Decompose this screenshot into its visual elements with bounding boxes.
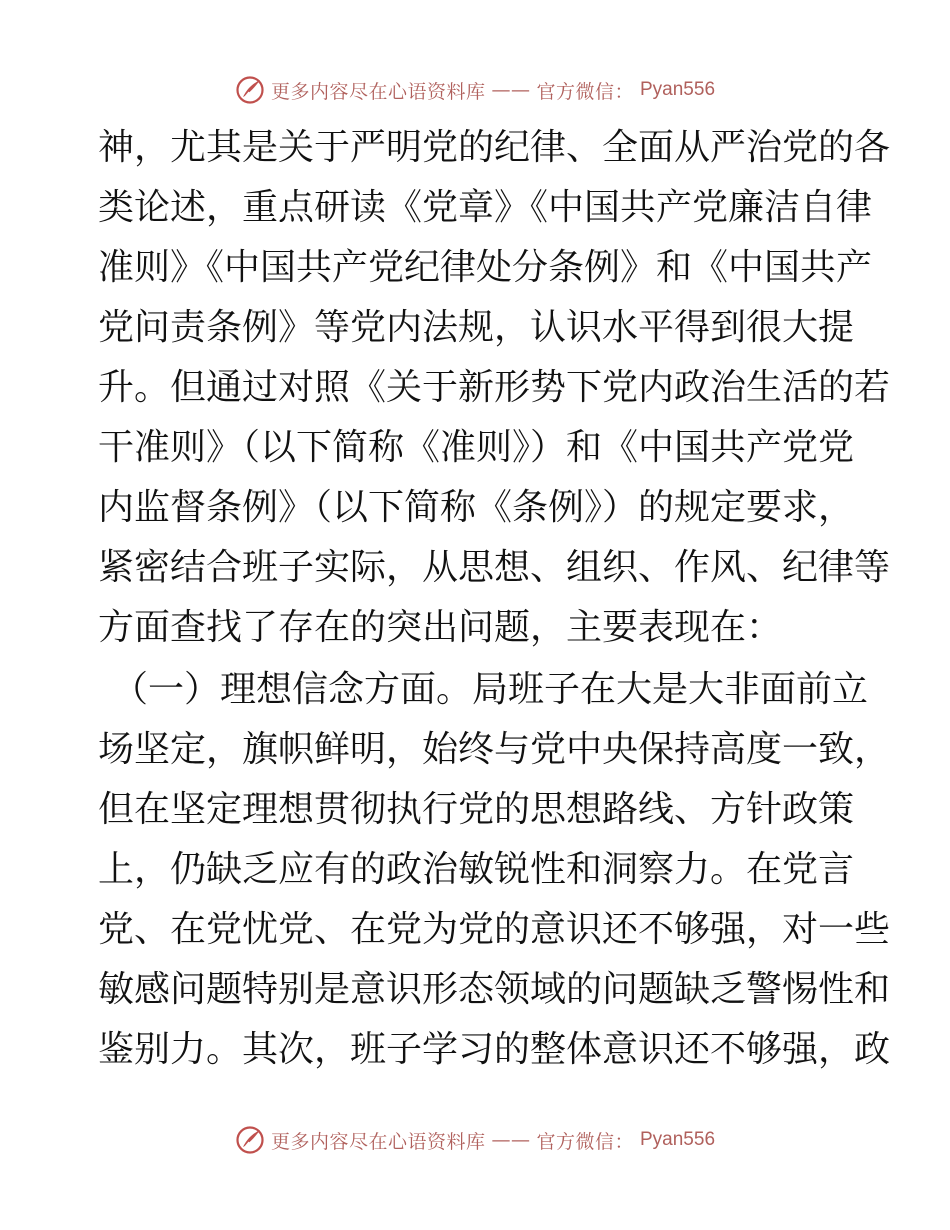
watermark-account-id: Pyan556 — [640, 79, 716, 100]
body-line: （一）理想信念方面。局班子在大是大非面前立 — [112, 669, 869, 710]
body-line: 鉴别力。其次，班子学习的整体意识还不够强，政 — [98, 1029, 891, 1070]
body-line: 干准则》（以下简称《准则》）和《中国共产党党 — [98, 427, 855, 468]
watermark-account-label: 官方微信： — [536, 80, 634, 103]
footer-watermark — [0, 1123, 950, 1157]
watermark-site-text: 更多内容尽在心语资料库 — [270, 80, 486, 103]
body-line: 场坚定，旗帜鲜明，始终与党中央保持高度一致， — [98, 729, 891, 770]
body-line: 内监督条例》（以下简称《条例》）的规定要求， — [98, 487, 855, 528]
watermark-account-id: Pyan556 — [640, 1129, 716, 1150]
body-line: 神，尤其是关于严明党的纪律、全面从严治党的各 — [98, 127, 891, 168]
body-line: 上，仍缺乏应有的政治敏锐性和洞察力。在党言 — [98, 849, 855, 890]
quill-logo-icon — [235, 75, 265, 105]
body-line: 但在坚定理想贯彻执行党的思想路线、方针政策 — [98, 789, 855, 830]
body-line: 类论述，重点研读《党章》《中国共产党廉洁自律 — [98, 187, 873, 228]
body-line: 党问责条例》等党内法规，认识水平得到很大提 — [98, 307, 855, 348]
body-line: 准则》《中国共产党纪律处分条例》和《中国共产 — [98, 247, 873, 288]
watermark-dash: —— — [491, 1129, 531, 1151]
watermark-dash: —— — [491, 79, 531, 101]
body-line: 党、在党忧党、在党为党的意识还不够强，对一些 — [98, 909, 891, 950]
body-line: 方面查找了存在的突出问题，主要表现在： — [98, 607, 783, 648]
body-line: 敏感问题特别是意识形态领域的问题缺乏警惕性和 — [98, 969, 891, 1010]
body-line: 升。但通过对照《关于新形势下党内政治生活的若 — [98, 367, 891, 408]
quill-logo-icon — [235, 1125, 265, 1155]
watermark-account-label: 官方微信： — [536, 1130, 634, 1153]
watermark-site-text: 更多内容尽在心语资料库 — [270, 1130, 486, 1153]
body-line: 紧密结合班子实际，从思想、组织、作风、纪律等 — [98, 547, 891, 588]
header-watermark — [0, 73, 950, 107]
